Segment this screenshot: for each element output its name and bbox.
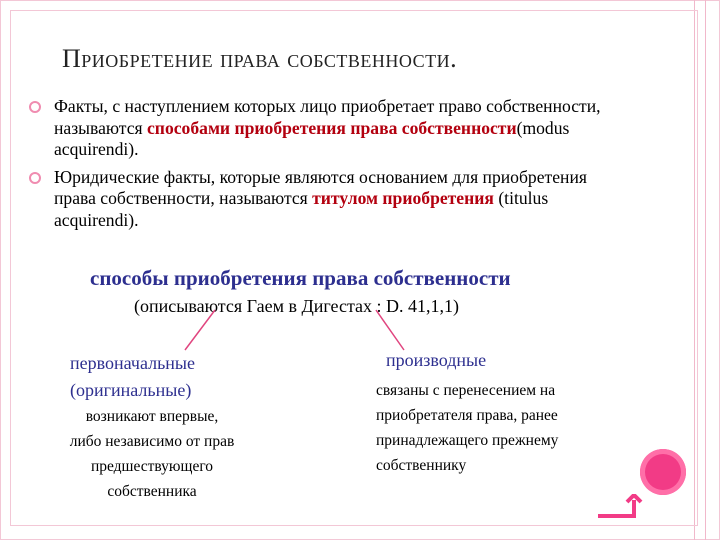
- arrow-right: [376, 310, 404, 350]
- bullet-text: Юридические факты, которые являются основанием для приобретения права собственности, называются: [54, 166, 587, 208]
- original-description: [40, 404, 264, 504]
- text-line: предшествующего: [90, 458, 214, 475]
- derivative-title: производные: [386, 350, 487, 370]
- return-arrow-icon[interactable]: [594, 494, 644, 524]
- decorative-circle: [640, 449, 686, 495]
- bullet-text: (titulus acquirendi).: [54, 188, 549, 230]
- text-line: собственника: [107, 483, 197, 500]
- original-title: [70, 350, 270, 404]
- bullet-highlight: способами приобретения права собственности: [147, 117, 517, 138]
- text-line: либо независимо от прав: [69, 433, 235, 450]
- section-heading: способы приобретения права собственности: [90, 266, 511, 290]
- text-line: приобретателя права, ранее: [376, 407, 558, 424]
- bullet-text: Факты, с наступлением которых лицо приобретает право собственности, называются: [54, 96, 601, 138]
- bullet-highlight: титулом приобретения: [312, 188, 494, 208]
- text-line: принадлежащего прежнему: [376, 432, 559, 449]
- arrow-left: [185, 310, 215, 350]
- original-title-line: (оригинальные): [70, 380, 192, 400]
- derivative-description: [376, 378, 636, 478]
- original-title-line: первоначальные: [70, 353, 196, 373]
- text-line: связаны с перенесением на: [376, 382, 556, 399]
- bullet-text: (modus acquirendi).: [54, 117, 570, 159]
- page-title: Приобретение права собственности.: [62, 44, 458, 73]
- source-caption: (описываются Гаем в Дигестах : D. 41,1,1): [134, 296, 460, 316]
- text-line: собственнику: [376, 457, 467, 474]
- text-line: возникают впервые,: [85, 408, 219, 425]
